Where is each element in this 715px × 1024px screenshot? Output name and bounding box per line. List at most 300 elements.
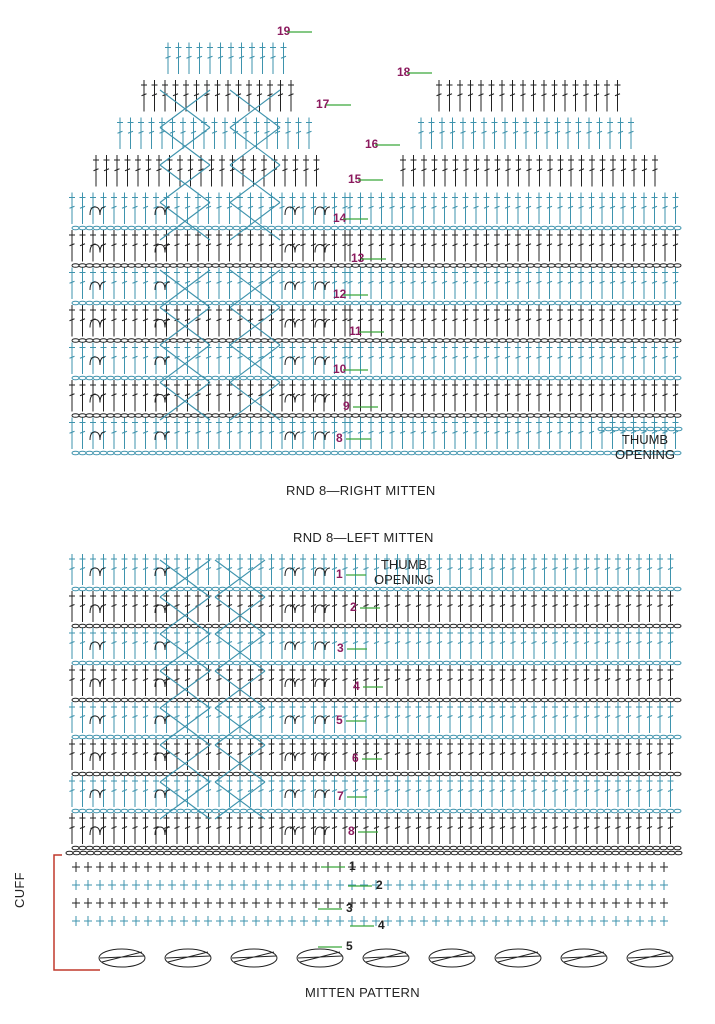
post-stitch	[90, 432, 105, 440]
stitch-symbol	[165, 43, 171, 75]
stitch-symbol	[552, 776, 558, 807]
stitch-symbol	[400, 155, 406, 187]
stitch-symbol	[132, 665, 138, 696]
stitch-symbol	[111, 268, 117, 300]
stitch-symbol	[458, 628, 464, 659]
stitch-symbol	[311, 739, 317, 770]
stitch-symbol	[565, 118, 571, 150]
stitch-symbol	[647, 813, 653, 844]
stitch-symbol	[195, 343, 201, 375]
stitch-symbol	[269, 665, 275, 696]
stitch-symbol	[300, 702, 306, 733]
stitch-symbol	[662, 230, 668, 262]
stitch-symbol	[615, 739, 621, 770]
stitch-symbol	[568, 268, 574, 300]
post-stitch	[90, 395, 105, 403]
stitch-symbol	[311, 554, 317, 585]
stitch-symbol	[552, 813, 558, 844]
stitch-symbol	[219, 155, 225, 187]
stitch-symbol	[143, 380, 149, 412]
stitch-symbol	[489, 628, 495, 659]
stitch-symbol	[557, 380, 563, 412]
stitch-symbol	[122, 702, 128, 733]
stitch-symbol	[479, 554, 485, 585]
stitch-symbol	[500, 591, 506, 622]
stitch-symbol	[557, 343, 563, 375]
stitch-symbol	[453, 155, 459, 187]
stitch-symbol	[515, 305, 521, 337]
stitch-symbol	[542, 776, 548, 807]
stitch-symbol	[243, 118, 249, 150]
stitch-symbol	[132, 230, 138, 262]
stitch-symbol	[311, 628, 317, 659]
stitch-symbol	[599, 380, 605, 412]
stitch-symbol	[379, 268, 385, 300]
stitch-symbol	[69, 702, 75, 733]
stitch-symbol	[216, 418, 222, 450]
stitch-symbol	[374, 665, 380, 696]
stitch-symbol	[122, 193, 128, 225]
stitch-symbol	[410, 193, 416, 225]
stitch-symbol	[536, 343, 542, 375]
thumb-opening-bracket-right	[598, 427, 682, 431]
thumb-opening-note-right: THUMB OPENING	[615, 432, 675, 462]
stitch-symbol	[149, 118, 155, 150]
stitch-symbol	[458, 665, 464, 696]
stitch-symbol	[389, 380, 395, 412]
stitch-symbol	[652, 268, 658, 300]
stitch-symbol	[306, 118, 312, 150]
stitch-symbol	[489, 554, 495, 585]
stitch-symbol	[626, 739, 632, 770]
stitch-symbol	[222, 118, 228, 150]
stitch-symbol	[557, 418, 563, 450]
stitch-symbol	[206, 193, 212, 225]
post-stitch	[315, 679, 330, 687]
stitch-symbol	[421, 418, 427, 450]
stitch-symbol	[174, 628, 180, 659]
stitch-symbol	[468, 739, 474, 770]
stitch-symbol	[363, 665, 369, 696]
stitch-symbol	[69, 418, 75, 450]
stitch-symbol	[547, 155, 553, 187]
stitch-symbol	[374, 628, 380, 659]
stitch-symbol	[442, 380, 448, 412]
stitch-symbol	[69, 554, 75, 585]
stitch-symbol	[248, 230, 254, 262]
stitch-symbol	[206, 230, 212, 262]
stitch-symbol	[636, 591, 642, 622]
stitch-symbol	[442, 268, 448, 300]
stitch-symbol	[300, 776, 306, 807]
stitch-symbol	[500, 628, 506, 659]
stitch-symbol	[447, 702, 453, 733]
stitch-symbol	[439, 118, 445, 150]
stitch-symbol	[389, 193, 395, 225]
stitch-symbol	[489, 776, 495, 807]
stitch-symbol	[395, 591, 401, 622]
stitch-symbol	[500, 739, 506, 770]
stitch-symbol	[421, 305, 427, 337]
stitch-symbol	[216, 193, 222, 225]
stitch-symbol	[505, 268, 511, 300]
stitch-symbol	[321, 380, 327, 412]
stitch-symbol	[531, 702, 537, 733]
stitch-symbol	[400, 230, 406, 262]
stitch-symbol	[209, 155, 215, 187]
stitch-symbol	[547, 230, 553, 262]
stitch-symbol	[584, 628, 590, 659]
stitch-symbol	[384, 739, 390, 770]
stitch-symbol	[405, 628, 411, 659]
stitch-symbol	[484, 155, 490, 187]
stitch-symbol	[358, 343, 364, 375]
stitch-symbol	[668, 739, 674, 770]
shell-stitch	[165, 949, 211, 967]
stitch-symbol	[526, 418, 532, 450]
stitch-symbol	[227, 193, 233, 225]
stitch-symbol	[578, 343, 584, 375]
stitch-symbol	[290, 776, 296, 807]
stitch-symbol	[153, 268, 159, 300]
stitch-symbol	[90, 380, 96, 412]
stitch-symbol	[405, 702, 411, 733]
stitch-symbol	[176, 43, 182, 75]
stitch-symbol	[389, 230, 395, 262]
stitch-symbol	[174, 230, 180, 262]
stitch-symbol	[636, 776, 642, 807]
chain-row	[72, 226, 681, 230]
stitch-symbol	[248, 418, 254, 450]
stitch-symbol	[416, 776, 422, 807]
stitch-symbol	[421, 268, 427, 300]
stitch-symbol	[237, 380, 243, 412]
stitch-symbol	[636, 554, 642, 585]
stitch-symbol	[225, 80, 231, 112]
stitch-symbol	[227, 230, 233, 262]
stitch-symbol	[442, 155, 448, 187]
stitch-symbol	[542, 665, 548, 696]
stitch-symbol	[258, 230, 264, 262]
stitch-symbol	[531, 776, 537, 807]
stitch-symbol	[620, 193, 626, 225]
stitch-symbol	[521, 776, 527, 807]
stitch-symbol	[631, 343, 637, 375]
stitch-symbol	[80, 305, 86, 337]
stitch-symbol	[125, 155, 131, 187]
stitch-symbol	[647, 702, 653, 733]
stitch-symbol	[431, 418, 437, 450]
stitch-symbol	[143, 628, 149, 659]
stitch-symbol	[589, 343, 595, 375]
stitch-symbol	[269, 739, 275, 770]
stitch-symbol	[342, 739, 348, 770]
stitch-symbol	[400, 343, 406, 375]
stitch-symbol	[395, 628, 401, 659]
stitch-symbol	[111, 343, 117, 375]
stitch-symbol	[332, 591, 338, 622]
stitch-symbol	[597, 118, 603, 150]
round-number-label: 13	[351, 251, 365, 265]
stitch-symbol	[69, 591, 75, 622]
stitch-symbol	[437, 813, 443, 844]
stitch-symbol	[368, 193, 374, 225]
shell-stitch	[231, 949, 277, 967]
round-number-label: 1	[336, 567, 343, 581]
stitch-symbol	[594, 591, 600, 622]
stitch-symbol	[279, 776, 285, 807]
stitch-symbol	[463, 305, 469, 337]
stitch-symbol	[573, 628, 579, 659]
round-number-label: 12	[333, 287, 347, 301]
cuff-round-number: 2	[376, 878, 383, 892]
stitch-symbol	[132, 776, 138, 807]
stitch-symbol	[631, 305, 637, 337]
stitch-symbol	[641, 230, 647, 262]
stitch-symbol	[374, 813, 380, 844]
round-number-label: 9	[343, 399, 350, 413]
stitch-symbol	[510, 665, 516, 696]
stitch-symbol	[452, 193, 458, 225]
stitch-symbol	[437, 702, 443, 733]
stitch-symbol	[589, 193, 595, 225]
stitch-symbol	[111, 665, 117, 696]
stitch-symbol	[431, 193, 437, 225]
stitch-symbol	[605, 554, 611, 585]
stitch-symbol	[358, 268, 364, 300]
stitch-symbol	[384, 813, 390, 844]
stitch-symbol	[636, 665, 642, 696]
stitch-symbol	[347, 418, 353, 450]
stitch-symbol	[90, 554, 96, 585]
stitch-symbol	[426, 813, 432, 844]
stitch-symbol	[584, 702, 590, 733]
stitch-symbol	[122, 628, 128, 659]
stitch-symbol	[269, 554, 275, 585]
stitch-symbol	[594, 80, 600, 112]
stitch-symbol	[80, 418, 86, 450]
stitch-symbol	[332, 739, 338, 770]
stitch-symbol	[500, 702, 506, 733]
stitch-symbol	[489, 702, 495, 733]
stitch-symbol	[347, 343, 353, 375]
post-stitch	[315, 282, 330, 290]
stitch-symbol	[562, 80, 568, 112]
stitch-symbol	[143, 665, 149, 696]
stitch-symbol	[437, 739, 443, 770]
cuff-row	[72, 898, 668, 908]
stitch-symbol	[583, 80, 589, 112]
stitch-symbol	[468, 554, 474, 585]
stitch-symbol	[311, 193, 317, 225]
round-number-label: 8	[348, 824, 355, 838]
stitch-symbol	[215, 80, 221, 112]
stitch-symbol	[521, 702, 527, 733]
stitch-symbol	[122, 776, 128, 807]
stitch-symbol	[641, 193, 647, 225]
stitch-symbol	[122, 268, 128, 300]
stitch-symbol	[260, 43, 266, 75]
stitch-symbol	[610, 268, 616, 300]
chain-row	[72, 735, 681, 739]
round-number-label: 6	[352, 751, 359, 765]
stitch-symbol	[143, 230, 149, 262]
stitch-symbol	[458, 554, 464, 585]
stitch-symbol	[636, 702, 642, 733]
stitch-symbol	[552, 80, 558, 112]
stitch-symbol	[379, 230, 385, 262]
stitch-symbol	[484, 230, 490, 262]
stitch-symbol	[568, 380, 574, 412]
stitch-symbol	[174, 554, 180, 585]
stitch-symbol	[410, 418, 416, 450]
stitch-symbol	[668, 813, 674, 844]
stitch-symbol	[447, 665, 453, 696]
stitch-symbol	[90, 418, 96, 450]
stitch-symbol	[544, 118, 550, 150]
post-stitch	[315, 395, 330, 403]
stitch-symbol	[90, 702, 96, 733]
stitch-symbol	[138, 118, 144, 150]
post-stitch	[315, 827, 330, 835]
post-stitch	[90, 282, 105, 290]
post-stitch	[315, 605, 330, 613]
stitch-symbol	[332, 230, 338, 262]
stitch-symbol	[502, 118, 508, 150]
stitch-symbol	[552, 665, 558, 696]
stitch-symbol	[662, 380, 668, 412]
stitch-symbol	[311, 343, 317, 375]
stitch-symbol	[416, 591, 422, 622]
stitch-symbol	[269, 813, 275, 844]
stitch-symbol	[471, 118, 477, 150]
stitch-symbol	[227, 380, 233, 412]
stitch-symbol	[576, 118, 582, 150]
stitch-symbol	[300, 813, 306, 844]
stitch-symbol	[311, 813, 317, 844]
stitch-symbol	[652, 380, 658, 412]
stitch-symbol	[269, 380, 275, 412]
stitch-symbol	[279, 813, 285, 844]
stitch-symbol	[69, 776, 75, 807]
stitch-symbol	[473, 305, 479, 337]
post-stitch	[315, 642, 330, 650]
stitch-symbol	[620, 343, 626, 375]
stitch-symbol	[484, 418, 490, 450]
stitch-symbol	[128, 118, 134, 150]
stitch-symbol	[395, 776, 401, 807]
stitch-symbol	[505, 418, 511, 450]
stitch-symbol	[285, 118, 291, 150]
stitch-symbol	[111, 776, 117, 807]
stitch-symbol	[290, 628, 296, 659]
stitch-symbol	[300, 591, 306, 622]
stitch-symbol	[563, 628, 569, 659]
stitch-symbol	[515, 380, 521, 412]
stitch-symbol	[463, 343, 469, 375]
round-number-label: 14	[333, 211, 347, 225]
stitch-symbol	[384, 665, 390, 696]
stitch-symbol	[237, 813, 243, 844]
mitten-pattern-caption: MITTEN PATTERN	[305, 985, 420, 1000]
stitch-symbol	[578, 418, 584, 450]
stitch-symbol	[174, 813, 180, 844]
stitch-symbol	[421, 380, 427, 412]
stitch-symbol	[618, 118, 624, 150]
stitch-symbol	[389, 418, 395, 450]
stitch-symbol	[452, 305, 458, 337]
post-stitch	[90, 207, 105, 215]
stitch-symbol	[431, 268, 437, 300]
stitch-symbol	[437, 665, 443, 696]
cuff-row	[72, 862, 668, 872]
stitch-symbol	[631, 380, 637, 412]
stitch-symbol	[557, 305, 563, 337]
stitch-symbol	[421, 155, 427, 187]
stitch-symbol	[111, 418, 117, 450]
stitch-symbol	[628, 118, 634, 150]
stitch-symbol	[374, 776, 380, 807]
post-stitch	[155, 790, 170, 798]
stitch-symbol	[578, 305, 584, 337]
stitch-symbol	[673, 268, 679, 300]
stitch-symbol	[523, 118, 529, 150]
stitch-symbol	[90, 230, 96, 262]
stitch-symbol	[290, 554, 296, 585]
stitch-symbol	[429, 118, 435, 150]
stitch-symbol	[432, 155, 438, 187]
stitch-symbol	[526, 155, 532, 187]
stitch-symbol	[173, 80, 179, 112]
chain-row	[72, 772, 681, 776]
stitch-symbol	[389, 343, 395, 375]
stitch-symbol	[269, 776, 275, 807]
stitch-symbol	[395, 665, 401, 696]
cuff-chart	[54, 851, 682, 970]
stitch-symbol	[143, 739, 149, 770]
stitch-symbol	[531, 665, 537, 696]
stitch-symbol	[547, 268, 553, 300]
stitch-symbol	[568, 418, 574, 450]
stitch-symbol	[668, 554, 674, 585]
stitch-symbol	[631, 155, 637, 187]
stitch-symbol	[421, 343, 427, 375]
round-number-label: 10	[333, 362, 347, 376]
stitch-symbol	[418, 118, 424, 150]
stitch-symbol	[673, 305, 679, 337]
stitch-symbol	[69, 739, 75, 770]
stitch-symbol	[353, 628, 359, 659]
stitch-symbol	[216, 305, 222, 337]
stitch-symbol	[237, 418, 243, 450]
stitch-symbol	[300, 230, 306, 262]
stitch-symbol	[216, 554, 222, 585]
stitch-symbol	[447, 628, 453, 659]
stitch-symbol	[557, 193, 563, 225]
stitch-symbol	[513, 118, 519, 150]
stitch-symbol	[311, 665, 317, 696]
stitch-symbol	[69, 305, 75, 337]
stitch-symbol	[279, 739, 285, 770]
stitch-symbol	[174, 776, 180, 807]
post-stitch	[315, 357, 330, 365]
stitch-symbol	[557, 268, 563, 300]
stitch-symbol	[494, 343, 500, 375]
post-stitch	[315, 790, 330, 798]
stitch-symbol	[185, 418, 191, 450]
stitch-symbol	[405, 776, 411, 807]
stitch-symbol	[573, 665, 579, 696]
